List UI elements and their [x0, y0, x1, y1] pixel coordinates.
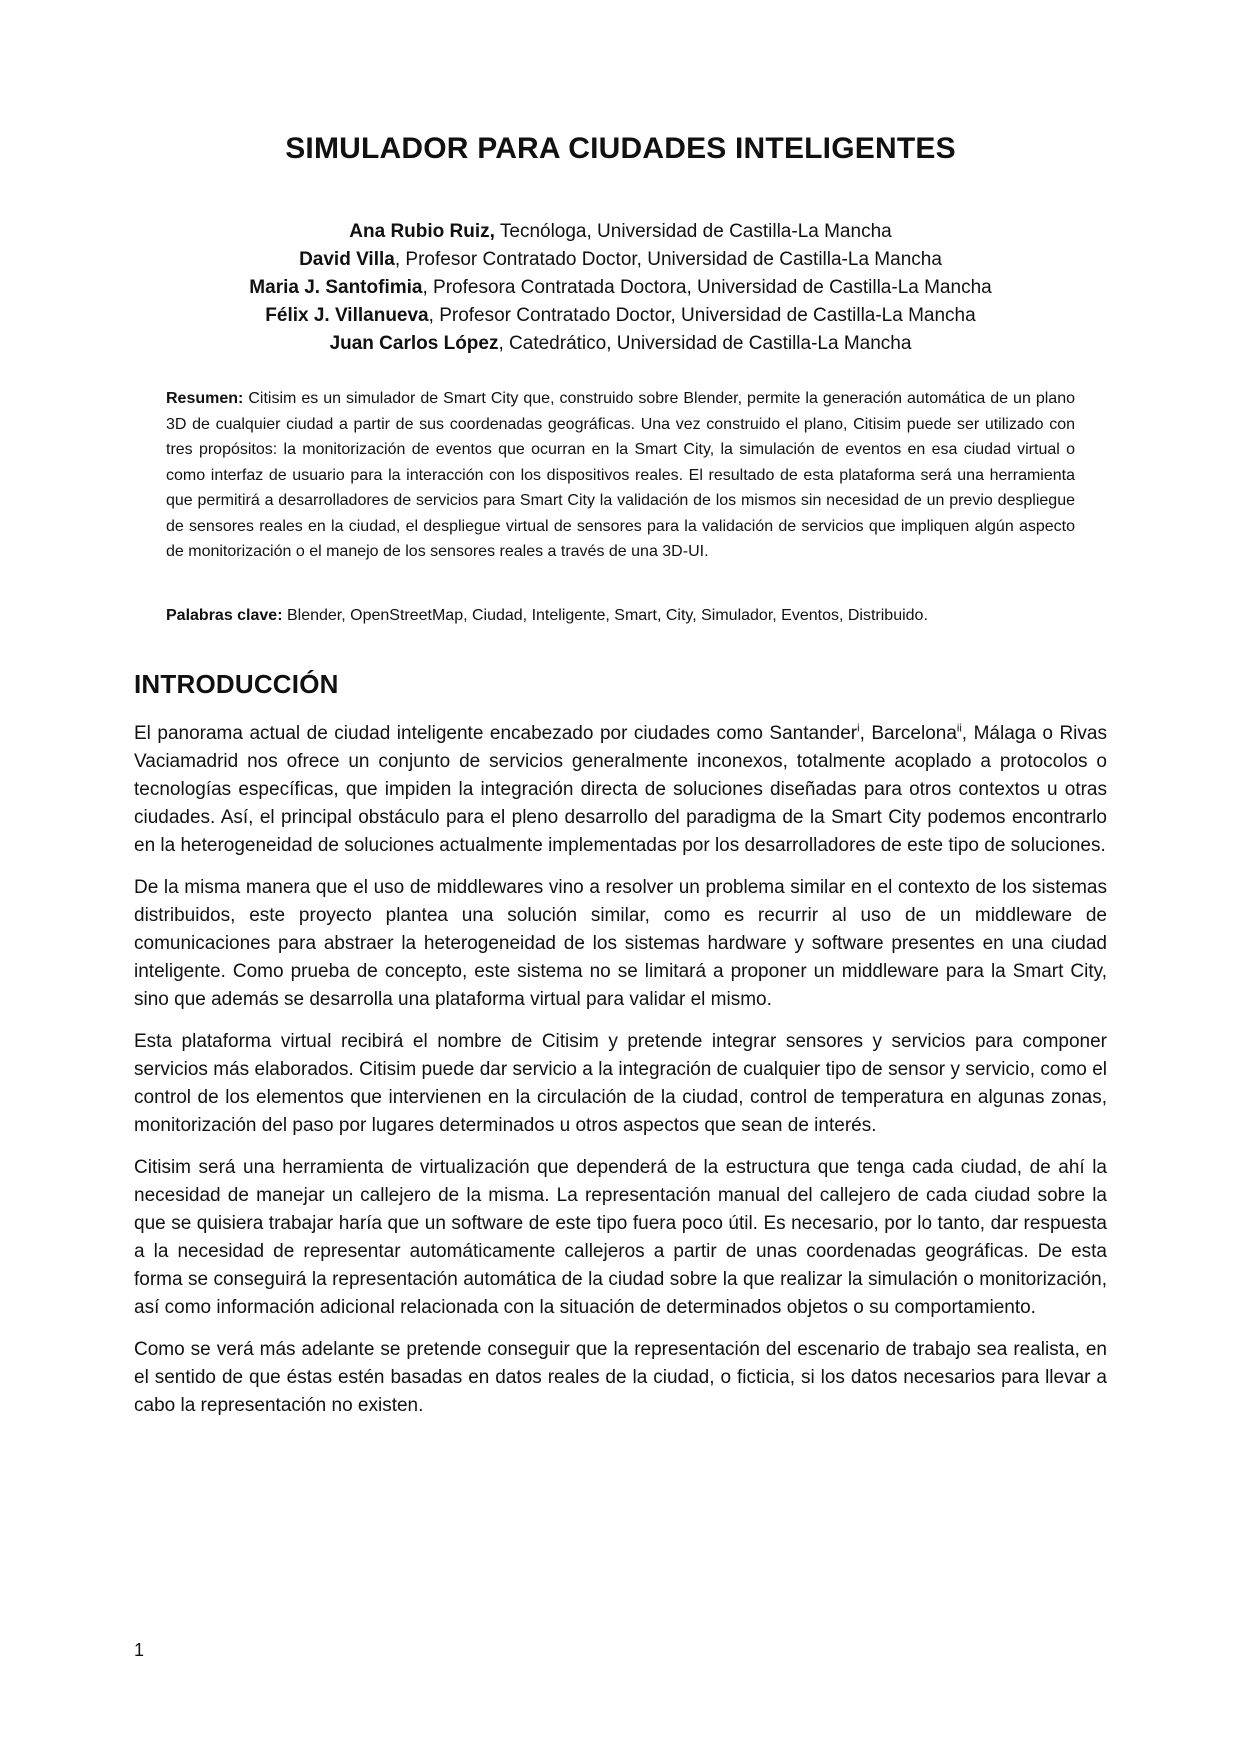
- paragraph: [134, 720, 1107, 860]
- author-affiliation: , Profesor Contratado Doctor, Universidad de Castilla-La Mancha: [428, 305, 976, 326]
- paragraph: Citisim será una herramienta de virtualización que dependerá de la estructura que tenga cada ciudad, de ahí la necesidad de manejar un callejero de la misma. La representación manual del callejero de cada ciudad sobre la que se quisiera trabajar haría que un software de este tipo fuera poco útil. Es necesario, por lo tanto, dar respuesta a la necesidad de representar automáticamente callejeros a partir de unas coordenadas geográficas. De esta forma se conseguirá la representación automática de la ciudad sobre la que realizar la simulación o monitorización, así como información adicional relacionada con la situación de determinados objetos o su comportamiento.: [134, 1157, 1107, 1318]
- section-body: [134, 720, 1107, 1434]
- author-line: [134, 302, 1107, 330]
- paragraph-text: , Málaga o Rivas Vaciamadrid nos ofrece un conjunto de servicios generalmente inconexos, totalmente acoplado a protocolos o tecnologías específicas, que impiden la integración directa de soluciones diseñadas para otros contextos u otras ciudades. Así, el principal obstáculo para el pleno desarrollo del paradigma de la Smart City podemos encontrarlo en la heterogeneidad de soluciones actualmente implementadas por los desarrolladores de este tipo de soluciones.: [134, 723, 1107, 856]
- keywords: [166, 603, 1075, 628]
- abstract-label: Resumen:: [166, 390, 244, 407]
- author-name: Juan Carlos López: [329, 333, 499, 354]
- author-name: David Villa: [299, 249, 395, 270]
- author-line: [134, 218, 1107, 246]
- paragraph-text: El panorama actual de ciudad inteligente encabezado por ciudades como Santander: [134, 723, 858, 744]
- author-affiliation: , Catedrático, Universidad de Castilla-La Mancha: [498, 333, 912, 354]
- author-list: [134, 218, 1107, 358]
- abstract: [166, 386, 1075, 565]
- author-affiliation: , Profesora Contratada Doctora, Universidad de Castilla-La Mancha: [422, 277, 992, 298]
- footnote-marker[interactable]: i: [857, 722, 860, 735]
- paragraph: Como se verá más adelante se pretende conseguir que la representación del escenario de trabajo sea realista, en el sentido de que éstas estén basadas en datos reales de la ciudad, o ficticia, si los datos necesarios para llevar a cabo la representación no existen.: [134, 1339, 1107, 1416]
- abstract-text: Citisim es un simulador de Smart City que, construido sobre Blender, permite la generación automática de un plano 3D de cualquier ciudad a partir de sus coordenadas geográficas. Una vez construido el plano, Citisim puede ser utilizado con tres propósitos: la monitorización de eventos que ocurran en la Smart City, la simulación de eventos en esa ciudad virtual o como interfaz de usuario para la interacción con los dispositivos reales. El resultado de esta plataforma será una herramienta que permitirá a desarrolladores de servicios para Smart City la validación de los mismos sin necesidad de un previo despliegue de sensores reales en la ciudad, el despliegue virtual de sensores para la validación de servicios que impliquen algún aspecto de monitorización o el manejo de los sensores reales a través de una 3D-UI.: [166, 390, 1075, 560]
- section-heading: INTRODUCCIÓN: [134, 669, 339, 699]
- author-line: [134, 330, 1107, 358]
- footnote-marker[interactable]: ii: [956, 722, 962, 735]
- author-name: Félix J. Villanueva: [265, 305, 429, 326]
- author-name: Maria J. Santofimia: [249, 277, 423, 298]
- author-line: [134, 246, 1107, 274]
- author-name: Ana Rubio Ruiz,: [349, 221, 495, 242]
- page-number: 1: [134, 1640, 145, 1660]
- paragraph-text: , Barcelona: [859, 723, 957, 744]
- author-line: [134, 274, 1107, 302]
- keywords-text: Blender, OpenStreetMap, Ciudad, Inteligente, Smart, City, Simulador, Eventos, Distribuido.: [282, 607, 928, 624]
- paragraph: De la misma manera que el uso de middlewares vino a resolver un problema similar en el contexto de los sistemas distribuidos, este proyecto plantea una solución similar, como es recurrir al uso de un middleware de comunicaciones para abstraer la heterogeneidad de los sistemas hardware y software presentes en una ciudad inteligente. Como prueba de concepto, este sistema no se limitará a proponer un middleware para la Smart City, sino que además se desarrolla una plataforma virtual para validar el mismo.: [134, 877, 1107, 1010]
- author-affiliation: Tecnóloga, Universidad de Castilla-La Mancha: [494, 221, 892, 242]
- author-affiliation: , Profesor Contratado Doctor, Universidad de Castilla-La Mancha: [394, 249, 942, 270]
- paragraph: Esta plataforma virtual recibirá el nombre de Citisim y pretende integrar sensores y servicios para componer servicios más elaborados. Citisim puede dar servicio a la integración de cualquier tipo de sensor y servicio, como el control de los elementos que intervienen en la circulación de la ciudad, control de temperatura en algunas zonas, monitorización del paso por lugares determinados u otros aspectos que sean de interés.: [134, 1031, 1107, 1136]
- keywords-label: Palabras clave:: [166, 607, 283, 624]
- paper-title: SIMULADOR PARA CIUDADES INTELIGENTES: [285, 132, 956, 165]
